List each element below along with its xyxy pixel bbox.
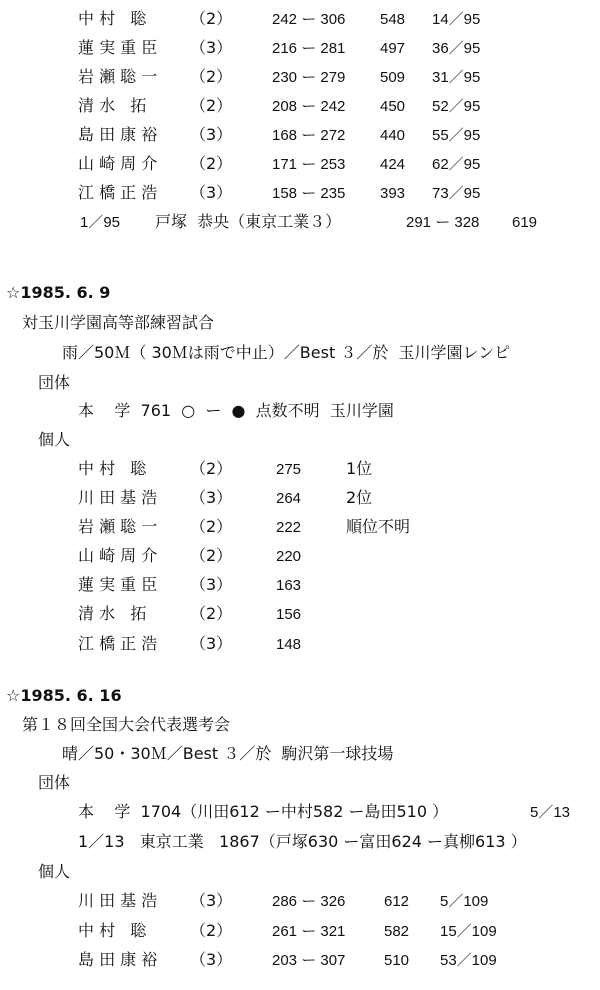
individual-grade: （3） bbox=[190, 575, 233, 594]
result-grade: （3） bbox=[190, 183, 233, 202]
individual-rank: 53／109 bbox=[440, 952, 497, 969]
team-winner-line: 1／13 東京工業 1867（戸塚630 ー富田624 ー真柳613 ） bbox=[78, 832, 527, 851]
result-scores: 168 ー 272 bbox=[272, 127, 346, 144]
result-name: 蓮 実 重 臣 bbox=[78, 38, 158, 57]
individual-grade: （2） bbox=[190, 517, 233, 536]
individual-grade: （2） bbox=[190, 604, 233, 623]
team-line: 本 学 1704（川田612 ー中村582 ー島田510 ） bbox=[78, 802, 449, 821]
section-date: ☆1985. 6. 9 bbox=[6, 283, 111, 302]
result-rank: 52／95 bbox=[432, 98, 481, 115]
individual-score: 220 bbox=[276, 548, 302, 565]
individual-score: 275 bbox=[276, 461, 302, 478]
section-title: 対玉川学園高等部練習試合 bbox=[22, 313, 215, 332]
result-grade: （2） bbox=[190, 96, 233, 115]
result-rank: 62／95 bbox=[432, 156, 481, 173]
individual-name: 蓮 実 重 臣 bbox=[78, 575, 158, 594]
individual-total: 510 bbox=[384, 952, 410, 969]
result-name: 中 村 聡 bbox=[78, 9, 147, 28]
result-rank: 73／95 bbox=[432, 185, 481, 202]
individual-name: 清 水 拓 bbox=[78, 604, 147, 623]
winner-total: 619 bbox=[512, 214, 538, 231]
individual-place: 2位 bbox=[346, 488, 373, 507]
result-grade: （2） bbox=[190, 154, 233, 173]
individual-place: 1位 bbox=[346, 459, 373, 478]
individual-grade: （3） bbox=[190, 634, 233, 653]
individual-name: 岩 瀬 聡 一 bbox=[78, 517, 158, 536]
result-rank: 31／95 bbox=[432, 69, 481, 86]
result-grade: （2） bbox=[190, 9, 233, 28]
result-name: 山 崎 周 介 bbox=[78, 154, 158, 173]
individual-score: 264 bbox=[276, 490, 302, 507]
result-grade: （2） bbox=[190, 67, 233, 86]
individual-name: 島 田 康 裕 bbox=[78, 950, 158, 969]
individual-scores: 286 ー 326 bbox=[272, 893, 346, 910]
individual-score: 163 bbox=[276, 577, 302, 594]
section-date: ☆1985. 6. 16 bbox=[6, 686, 122, 705]
individual-score: 148 bbox=[276, 636, 302, 653]
result-total: 548 bbox=[380, 11, 406, 28]
result-name: 清 水 拓 bbox=[78, 96, 147, 115]
individual-name: 中 村 聡 bbox=[78, 459, 147, 478]
result-total: 497 bbox=[380, 40, 406, 57]
result-total: 393 bbox=[380, 185, 406, 202]
individual-label: 個人 bbox=[38, 430, 71, 449]
individual-grade: （3） bbox=[190, 488, 233, 507]
individual-total: 612 bbox=[384, 893, 410, 910]
result-rank: 36／95 bbox=[432, 40, 481, 57]
individual-name: 中 村 聡 bbox=[78, 921, 147, 940]
winner-rank: 1／95 bbox=[80, 214, 121, 231]
result-name: 江 橋 正 浩 bbox=[78, 183, 158, 202]
individual-name: 山 崎 周 介 bbox=[78, 546, 158, 565]
result-scores: 242 ー 306 bbox=[272, 11, 346, 28]
winner-name: 戸塚 恭央（東京工業３） bbox=[155, 212, 342, 231]
section-conditions: 雨／50Ｍ（ 30Ｍは雨で中止）／Best ３／於 玉川学園レンピ bbox=[62, 343, 511, 362]
individual-scores: 203 ー 307 bbox=[272, 952, 346, 969]
result-rank: 14／95 bbox=[432, 11, 481, 28]
winner-scores: 291 ー 328 bbox=[406, 214, 480, 231]
result-scores: 171 ー 253 bbox=[272, 156, 346, 173]
individual-grade: （2） bbox=[190, 546, 233, 565]
result-total: 424 bbox=[380, 156, 406, 173]
individual-rank: 5／109 bbox=[440, 893, 489, 910]
result-scores: 230 ー 279 bbox=[272, 69, 346, 86]
team-line: 本 学 761 ○ ー ● 点数不明 玉川学園 bbox=[78, 401, 394, 420]
result-name: 島 田 康 裕 bbox=[78, 125, 158, 144]
team-label: 団体 bbox=[38, 373, 71, 392]
result-total: 450 bbox=[380, 98, 406, 115]
individual-place: 順位不明 bbox=[346, 517, 411, 536]
result-grade: （3） bbox=[190, 38, 233, 57]
team-rank: 5／13 bbox=[530, 804, 571, 821]
result-scores: 216 ー 281 bbox=[272, 40, 346, 57]
individual-grade: （2） bbox=[190, 459, 233, 478]
result-rank: 55／95 bbox=[432, 127, 481, 144]
individual-grade: （3） bbox=[190, 950, 233, 969]
individual-grade: （2） bbox=[190, 921, 233, 940]
result-grade: （3） bbox=[190, 125, 233, 144]
individual-grade: （3） bbox=[190, 891, 233, 910]
individual-score: 222 bbox=[276, 519, 302, 536]
section-conditions: 晴／50・30Ｍ／Best ３／於 駒沢第一球技場 bbox=[62, 744, 394, 763]
result-name: 岩 瀬 聡 一 bbox=[78, 67, 158, 86]
individual-name: 川 田 基 浩 bbox=[78, 488, 158, 507]
individual-scores: 261 ー 321 bbox=[272, 923, 346, 940]
result-total: 509 bbox=[380, 69, 406, 86]
result-scores: 158 ー 235 bbox=[272, 185, 346, 202]
individual-score: 156 bbox=[276, 606, 302, 623]
team-label: 団体 bbox=[38, 773, 71, 792]
individual-total: 582 bbox=[384, 923, 410, 940]
result-total: 440 bbox=[380, 127, 406, 144]
individual-name: 川 田 基 浩 bbox=[78, 891, 158, 910]
individual-label: 個人 bbox=[38, 862, 71, 881]
result-scores: 208 ー 242 bbox=[272, 98, 346, 115]
individual-name: 江 橋 正 浩 bbox=[78, 634, 158, 653]
individual-rank: 15／109 bbox=[440, 923, 497, 940]
section-title: 第１８回全国大会代表選考会 bbox=[22, 715, 231, 734]
